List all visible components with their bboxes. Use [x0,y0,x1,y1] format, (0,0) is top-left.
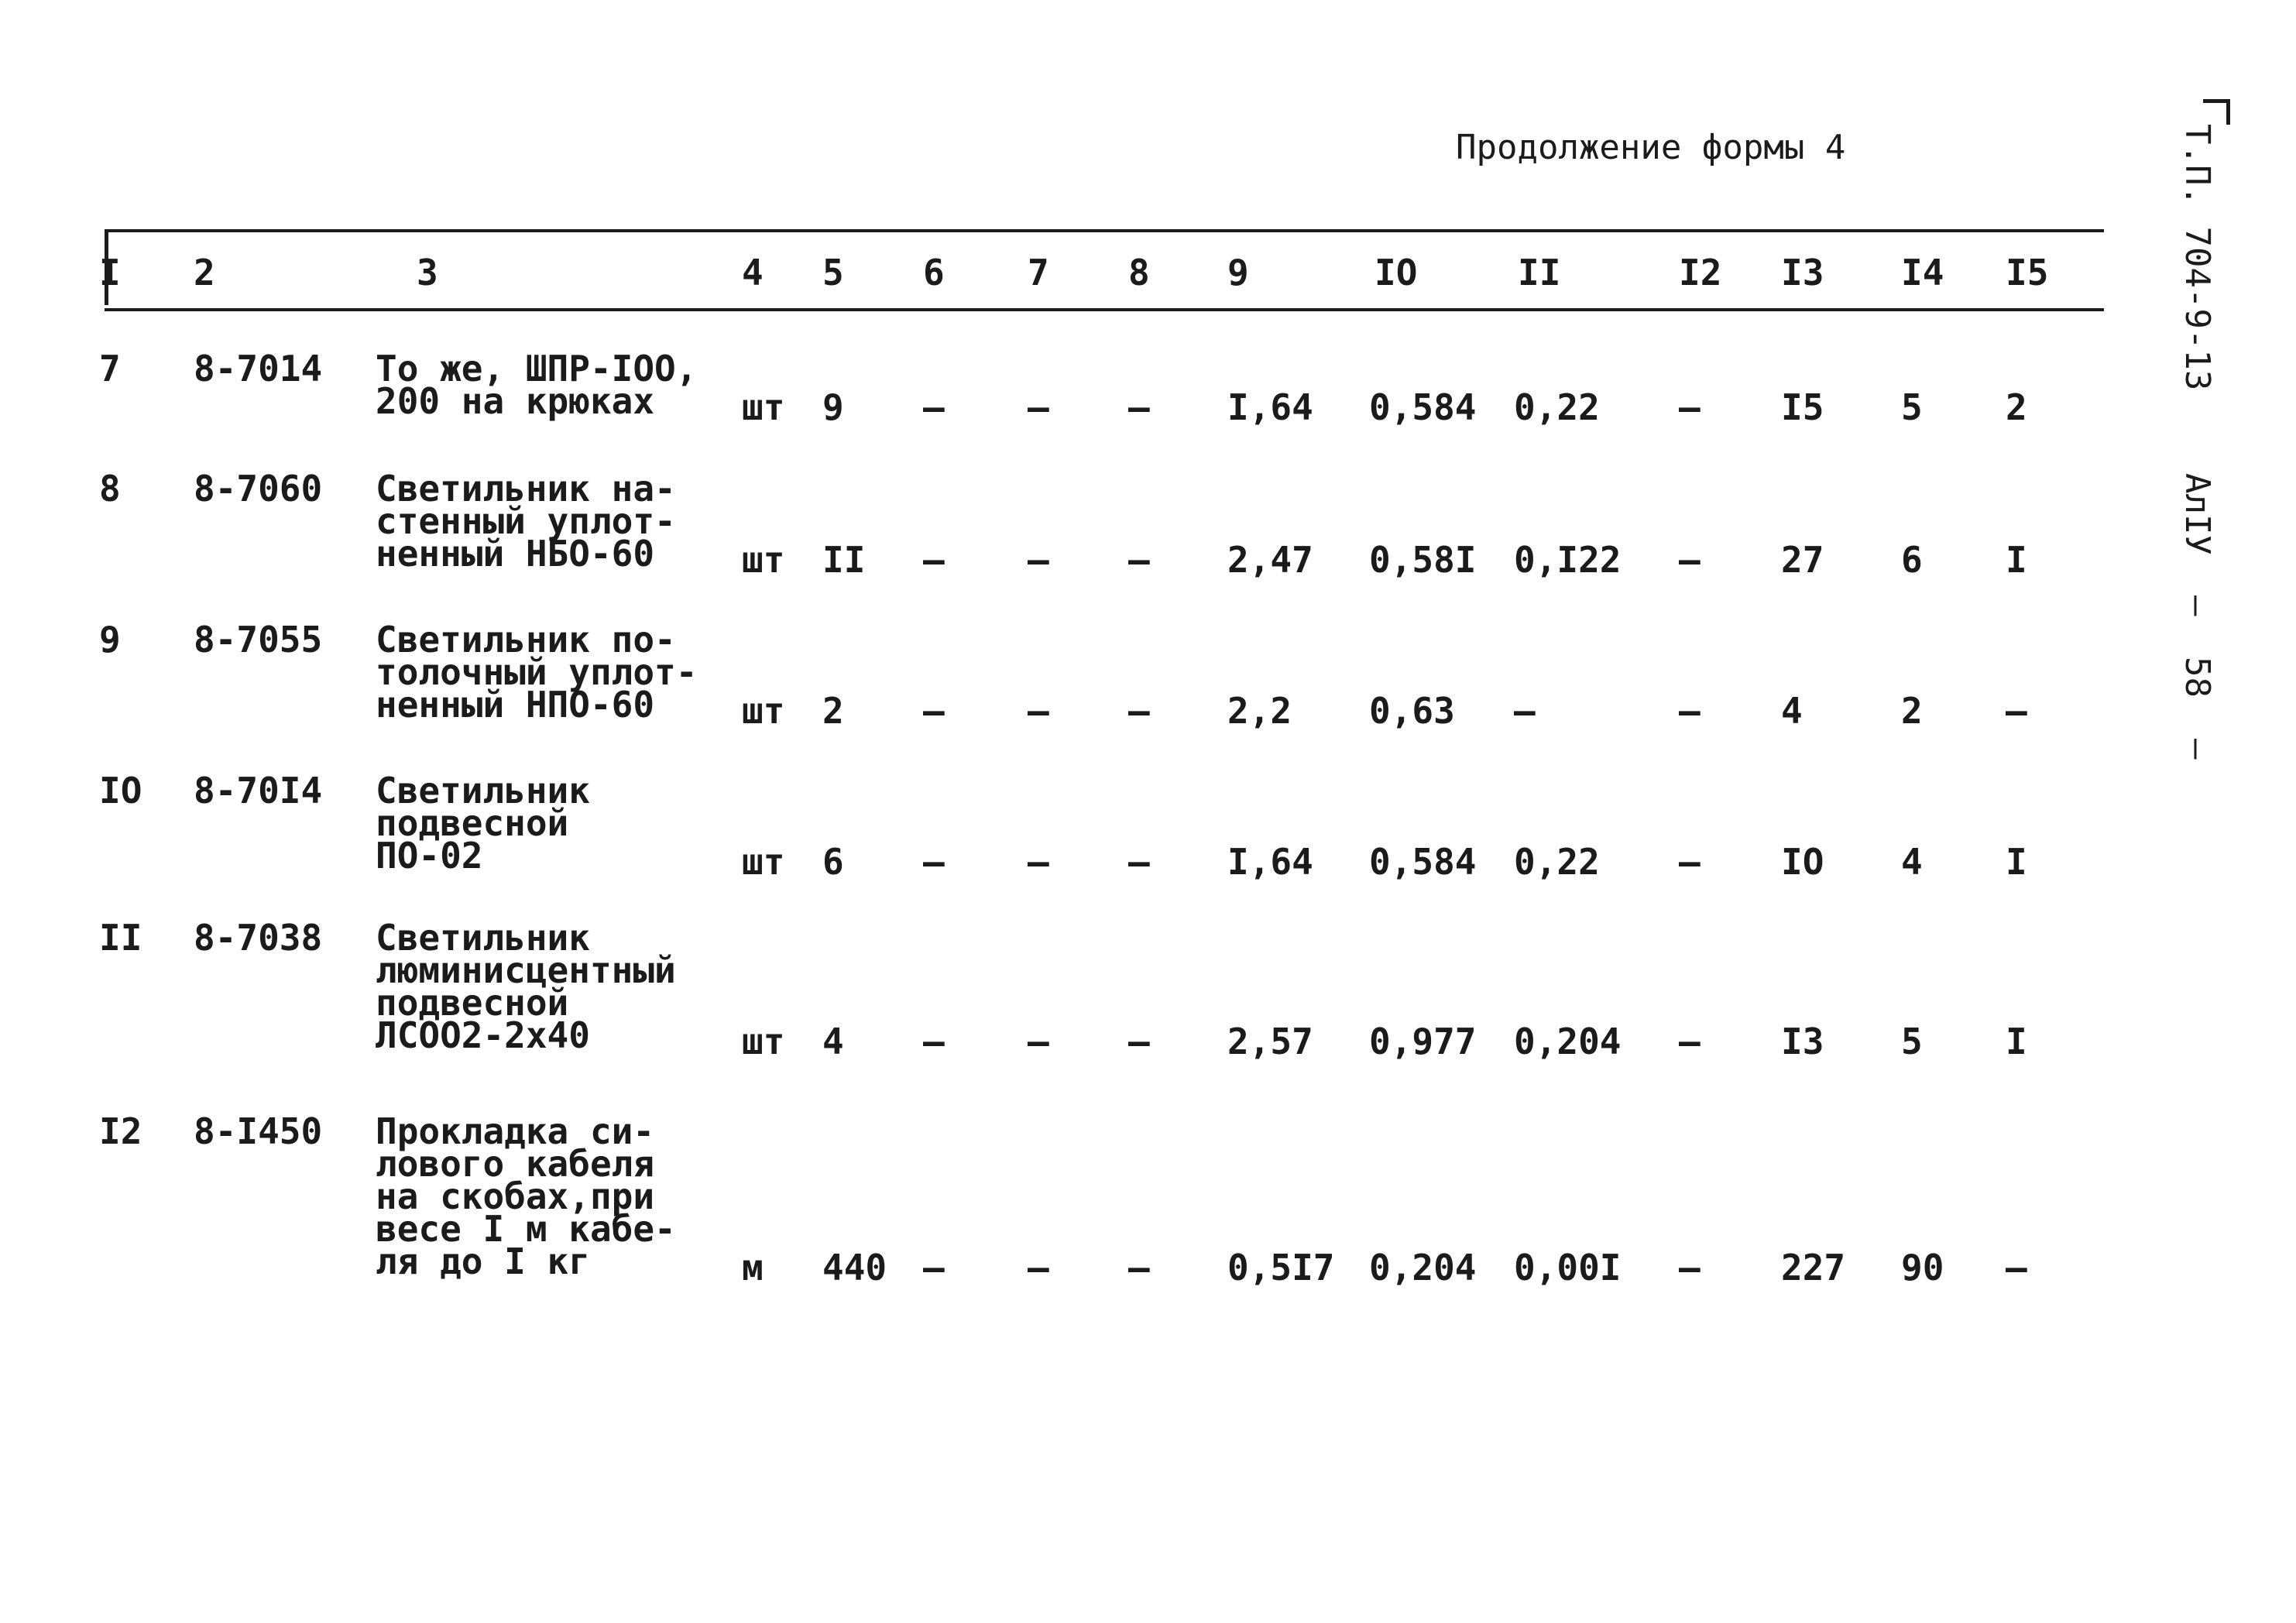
table-cell-code: 8-70I4 [194,770,323,812]
table-cell-unit: шт [742,386,785,428]
table-cell-c13: I3 [1781,1021,1824,1062]
table-cell-code: 8-7055 [194,619,323,661]
table-cell-qty: II [822,539,866,581]
table-cell-c8: – [1128,539,1150,581]
album-label: АлIУ [2178,472,2217,555]
table-cell-c11: 0,I22 [1514,539,1622,581]
table-cell-c11: – [1514,690,1536,732]
table-cell-qty: 4 [822,1021,844,1062]
table-cell-c7: – [1028,386,1049,428]
table-cell-c14: 6 [1901,539,1923,581]
table-cell-c12: – [1679,386,1701,428]
col-header: IO [1375,252,1418,293]
project-code: Т.П. 704-9-13 [2178,124,2217,391]
table-cell-c8: – [1128,841,1150,883]
form-continuation-heading: Продолжение формы 4 [1456,128,1846,167]
table-cell-c10: 0,204 [1369,1247,1477,1288]
table-cell-c8: – [1128,386,1150,428]
page-number: 58 [2178,657,2217,698]
table-cell-c6: – [923,539,945,581]
table-cell-qty: 9 [822,386,844,428]
table-cell-c12: – [1679,690,1701,732]
table-cell-c14: 5 [1901,386,1923,428]
table-cell-c13: IO [1781,841,1824,883]
table-cell-code: 8-7038 [194,917,323,959]
table-cell-c7: – [1028,690,1049,732]
table-cell-n: 8 [99,468,121,510]
table-cell-c9: 2,2 [1227,690,1292,732]
table-cell-c14: 90 [1901,1247,1944,1288]
table-cell-n: IO [99,770,142,812]
side-dash: — [2178,595,2217,616]
col-header: I [99,252,121,293]
table-top-rule [105,229,2104,232]
table-cell-c10: 0,584 [1369,841,1477,883]
col-header: 7 [1028,252,1049,293]
table-cell-name: Светильник подвесной ПО-02 [376,770,590,877]
table-cell-n: I2 [99,1110,142,1152]
table-cell-c12: – [1679,539,1701,581]
side-stamp [2178,124,2217,779]
table-cell-c14: 4 [1901,841,1923,883]
col-header: 4 [742,252,764,293]
table-cell-c11: 0,204 [1514,1021,1622,1062]
table-cell-c6: – [923,1247,945,1288]
col-header: I2 [1679,252,1722,293]
table-cell-c13: 4 [1781,690,1803,732]
table-cell-c12: – [1679,841,1701,883]
col-header: I4 [1901,252,1944,293]
table-cell-name: То же, ШПР-IOO, 200 на крюках [376,348,698,422]
table-cell-unit: шт [742,1021,785,1062]
table-cell-c9: 0,5I7 [1227,1247,1335,1288]
table-cell-n: 7 [99,348,121,389]
table-cell-c8: – [1128,690,1150,732]
table-cell-qty: 2 [822,690,844,732]
table-cell-c13: I5 [1781,386,1824,428]
table-cell-n: II [99,917,142,959]
table-cell-unit: шт [742,841,785,883]
col-header: 5 [822,252,844,293]
table-cell-c7: – [1028,1021,1049,1062]
col-header: I5 [2006,252,2049,293]
table-cell-c11: 0,22 [1514,386,1600,428]
table-cell-c10: 0,63 [1369,690,1455,732]
table-cell-unit: м [742,1247,764,1288]
table-cell-code: 8-7014 [194,348,323,389]
table-cell-c8: – [1128,1247,1150,1288]
table-cell-name: Светильник по- толочный уплот- ненный НПО-60 [376,619,698,726]
table-cell-c8: – [1128,1021,1150,1062]
table-cell-c6: – [923,386,945,428]
side-dash-2: — [2178,738,2217,760]
table-cell-c15: – [2006,690,2027,732]
table-cell-c6: – [923,841,945,883]
table-cell-c7: – [1028,841,1049,883]
table-cell-n: 9 [99,619,121,661]
table-cell-c13: 227 [1781,1247,1846,1288]
table-cell-c11: 0,22 [1514,841,1600,883]
table-cell-code: 8-7060 [194,468,323,510]
table-cell-c10: 0,584 [1369,386,1477,428]
table-cell-name: Прокладка си- лового кабеля на скобах,при весе I м кабе- ля до I кг [376,1110,676,1282]
table-cell-c7: – [1028,1247,1049,1288]
table-cell-code: 8-I450 [194,1110,323,1152]
table-cell-c12: – [1679,1021,1701,1062]
table-header-rule [105,308,2104,311]
table-cell-c12: – [1679,1247,1701,1288]
col-header: 6 [923,252,945,293]
table-cell-c7: – [1028,539,1049,581]
table-cell-c10: 0,977 [1369,1021,1477,1062]
corner-mark [2203,99,2230,125]
table-cell-qty: 440 [822,1247,887,1288]
col-header: 9 [1227,252,1249,293]
table-cell-c6: – [923,690,945,732]
table-cell-c14: 5 [1901,1021,1923,1062]
table-cell-name: Светильник на- стенный уплот- ненный НБО-60 [376,468,676,575]
col-header: 8 [1128,252,1150,293]
table-cell-name: Светильник люминисцентный подвесной ЛСОО2-2х40 [376,917,676,1056]
col-header: 3 [417,252,438,293]
table-cell-unit: шт [742,539,785,581]
table-cell-c15: 2 [2006,386,2027,428]
table-cell-c10: 0,58I [1369,539,1477,581]
col-header: I3 [1781,252,1824,293]
col-header: 2 [194,252,215,293]
table-cell-qty: 6 [822,841,844,883]
col-header: II [1518,252,1561,293]
table-cell-c15: I [2006,841,2027,883]
table-cell-c9: I,64 [1227,386,1313,428]
table-cell-c15: – [2006,1247,2027,1288]
table-cell-c14: 2 [1901,690,1923,732]
table-cell-c13: 27 [1781,539,1824,581]
table-cell-c9: I,64 [1227,841,1313,883]
table-cell-c6: – [923,1021,945,1062]
table-cell-c9: 2,47 [1227,539,1313,581]
table-cell-c15: I [2006,539,2027,581]
table-cell-c11: 0,00I [1514,1247,1622,1288]
table-cell-c9: 2,57 [1227,1021,1313,1062]
table-cell-c15: I [2006,1021,2027,1062]
table-cell-unit: шт [742,690,785,732]
